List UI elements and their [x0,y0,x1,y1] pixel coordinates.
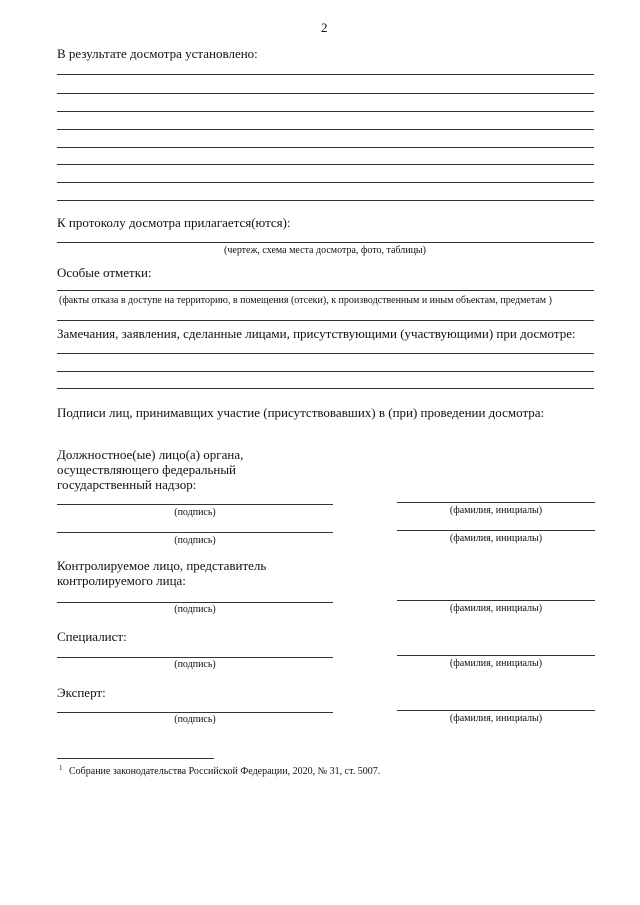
special-marks-caption: (факты отказа в доступе на территорию, в помещения (отсеки), к производственным и иным объектам, предметам ) [59,295,552,306]
official-label-line-2: осуществляющего федеральный [57,462,237,477]
page-number: 2 [321,20,328,35]
result-line [57,147,594,148]
specialist-signature-line [57,657,333,658]
controlled-person-label-line-1: Контролируемое лицо, представитель [57,558,267,573]
result-line [57,200,594,201]
expert-signature-line [57,712,333,713]
result-line [57,74,594,75]
official-signature-caption-2: (подпись) [174,535,216,546]
special-marks-line [57,290,594,291]
expert-name-line [397,710,595,711]
specialist-label: Специалист: [57,629,127,644]
remarks-line [57,353,594,354]
signatures-heading: Подписи лиц, принимавщих участие (присутствовавших) в (при) проведении досмотра: [57,405,545,420]
special-marks-label: Особые отметки: [57,265,152,280]
official-name-line [397,502,595,503]
official-signature-caption: (подпись) [174,507,216,518]
result-line [57,129,594,130]
official-signature-line [57,504,333,505]
footnote [59,764,380,777]
official-label-line-1: Должностное(ые) лицо(а) органа, [57,447,244,462]
special-marks-line-2 [57,320,594,321]
controlled-person-label-line-2: контролируемого лица: [57,573,186,588]
attachments-label: К протоколу досмотра прилагается(ются): [57,215,291,230]
official-name-caption-2: (фамилия, инициалы) [449,533,543,544]
official-label-line-3: государственный надзор: [57,477,197,492]
expert-label: Эксперт: [57,685,106,700]
remarks-label: Замечания, заявления, сделанные лицами, присутствующими (участвующими) при досмотре: [57,326,576,341]
specialist-name-line [397,655,595,656]
result-line [57,93,594,94]
footnote-text: Собрание законодательства Российской Федерации, 2020, № 31, ст. 5007. [69,766,381,778]
attachments-caption: (чертеж, схема места досмотра, фото, таблицы) [224,245,426,256]
controlled-signature-caption: (подпись) [174,604,216,615]
result-line [57,182,594,183]
official-name-caption: (фамилия, инициалы) [449,505,543,516]
remarks-line [57,388,594,389]
expert-signature-caption: (подпись) [174,714,216,725]
footnote-marker: 1 [59,764,63,772]
controlled-name-line [397,600,595,601]
official-name-line-2 [397,530,595,531]
inspection-result-label: В результате досмотра установлено: [57,46,258,61]
remarks-line [57,371,594,372]
specialist-name-caption: (фамилия, инициалы) [449,658,543,669]
controlled-name-caption: (фамилия, инициалы) [449,603,543,614]
expert-name-caption: (фамилия, инициалы) [449,713,543,724]
attachments-line [57,242,594,243]
result-line [57,111,594,112]
specialist-signature-caption: (подпись) [174,659,216,670]
official-signature-line-2 [57,532,333,533]
controlled-signature-line [57,602,333,603]
footnote-separator [57,758,214,759]
result-line [57,164,594,165]
